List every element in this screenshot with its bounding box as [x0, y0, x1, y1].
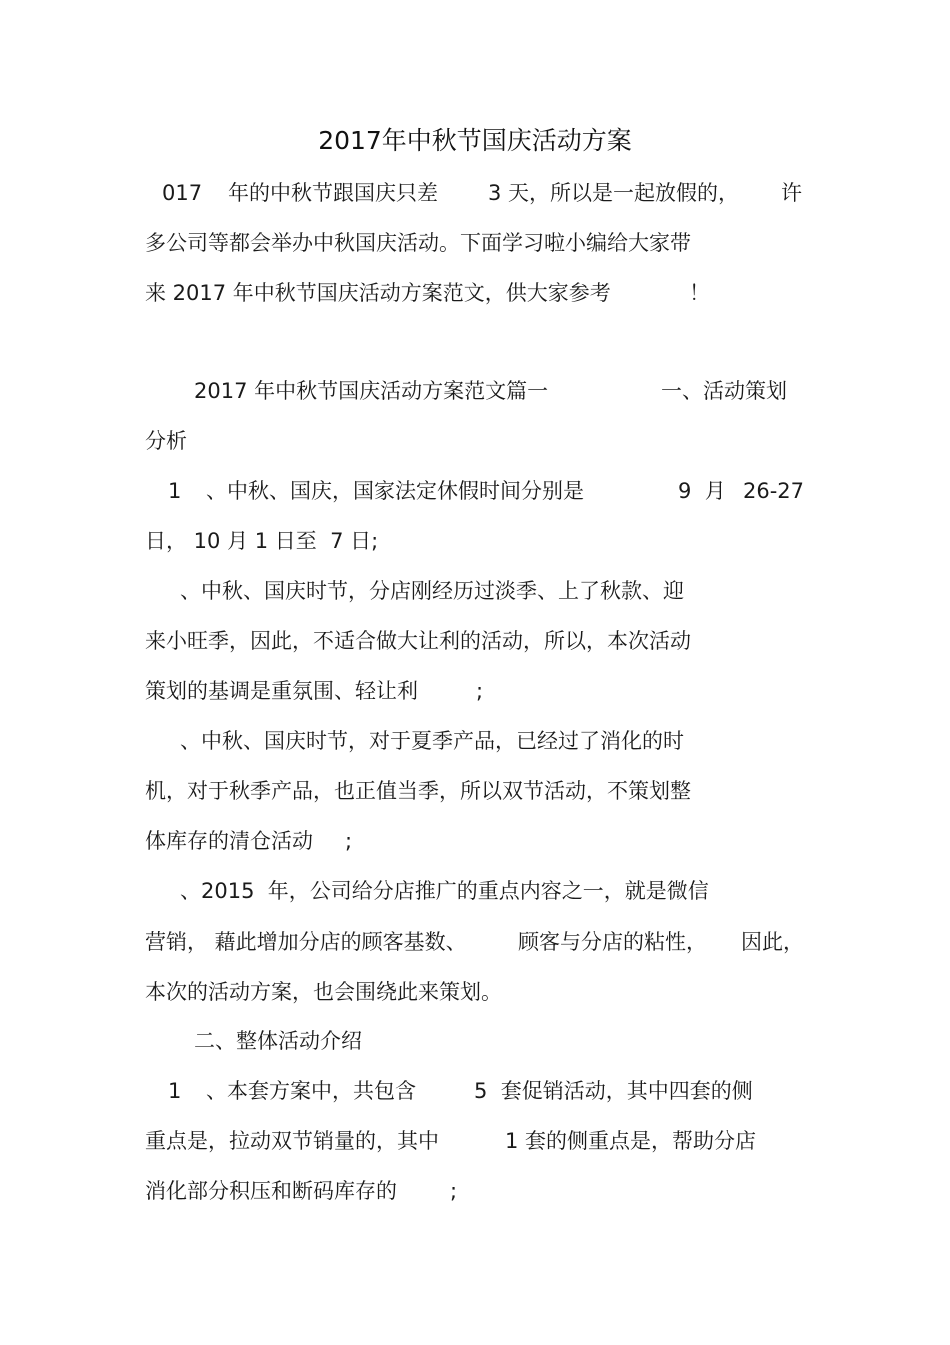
- section1-heading-cont: [0, 425, 950, 457]
- item-number: 1: [168, 479, 182, 503]
- intro-text: 多公司等都会举办中秋国庆活动。下面学习啦小编给大家带: [145, 231, 691, 255]
- item-text: 、中秋、国庆时节，分店刚经历过淡季、上了秋款、迎: [180, 579, 684, 603]
- item-text: 26-27: [743, 479, 805, 503]
- item-text: 重点是，拉动双节销量的，其中: [145, 1129, 439, 1153]
- item-text: 、中秋、国庆时节，对于夏季产品，已经过了消化的时: [180, 729, 684, 753]
- item-text: 体库存的清仓活动: [145, 829, 313, 853]
- item-text: 、中秋、国庆，国家法定休假时间分别是: [206, 479, 584, 503]
- document-title: 2017年中秋节国庆活动方案: [318, 126, 632, 155]
- item-text: 来小旺季，因此，不适合做大让利的活动，所以，本次活动: [145, 629, 691, 653]
- intro-line-1: [0, 177, 950, 209]
- item-number: 1: [168, 1079, 182, 1103]
- item4-line-3: [0, 976, 950, 1008]
- item1-line-1: [0, 475, 950, 507]
- item-text: 因此，: [741, 930, 804, 954]
- item-text: 9 月: [678, 479, 726, 503]
- item4-line-2: [0, 926, 950, 958]
- item1-line-2: [0, 525, 950, 557]
- section-heading-text: 2017 年中秋节国庆活动方案范文篇一: [194, 379, 549, 403]
- item-text: ;: [345, 829, 353, 853]
- item-text: 5 套促销活动，其中四套的侧: [474, 1079, 753, 1103]
- item2-line-1: [0, 575, 950, 607]
- item-text: 机，对于秋季产品，也正值当季，所以双节活动，不策划整: [145, 779, 691, 803]
- s2-item1-line-2: [0, 1125, 950, 1157]
- section-heading-text: 分析: [145, 429, 187, 453]
- item-text: 本次的活动方案，也会围绕此来策划。: [145, 980, 502, 1004]
- intro-text: 来 2017 年中秋节国庆活动方案范文，供大家参考: [145, 281, 611, 305]
- section2-heading: [0, 1025, 950, 1057]
- item3-line-1: [0, 725, 950, 757]
- item2-line-3: [0, 675, 950, 707]
- item2-line-2: [0, 625, 950, 657]
- intro-text: 年的中秋节跟国庆只差: [228, 181, 438, 205]
- item-text: 日， 10 月 1 日至 7 日;: [145, 529, 379, 553]
- item-text: 策划的基调是重氛围、轻让利: [145, 679, 418, 703]
- intro-text: ！: [689, 281, 710, 305]
- s2-item1-line-1: [0, 1075, 950, 1107]
- intro-line-2: [0, 227, 950, 259]
- section1-heading: [0, 375, 950, 407]
- item-text: 、2015 年，公司给分店推广的重点内容之一，就是微信: [180, 879, 709, 903]
- intro-text: 3 天，所以是一起放假的，: [488, 181, 740, 205]
- intro-text: 017: [162, 181, 203, 205]
- item-text: 顾客与分店的粘性，: [518, 930, 707, 954]
- section-heading-text: 一、活动策划: [661, 379, 787, 403]
- intro-line-3: [0, 277, 950, 309]
- section-heading-text: 二、整体活动介绍: [194, 1029, 362, 1053]
- item-text: 营销， 藉此增加分店的顾客基数、: [145, 930, 467, 954]
- item-text: 、本套方案中，共包含: [206, 1079, 416, 1103]
- item-text: 1 套的侧重点是，帮助分店: [505, 1129, 757, 1153]
- item-text: ;: [450, 1179, 458, 1203]
- item3-line-3: [0, 825, 950, 857]
- item4-line-1: [0, 875, 950, 907]
- s2-item1-line-3: [0, 1175, 950, 1207]
- item-text: ;: [476, 679, 484, 703]
- item3-line-2: [0, 775, 950, 807]
- item-text: 消化部分积压和断码库存的: [145, 1179, 397, 1203]
- intro-text: 许: [781, 181, 802, 205]
